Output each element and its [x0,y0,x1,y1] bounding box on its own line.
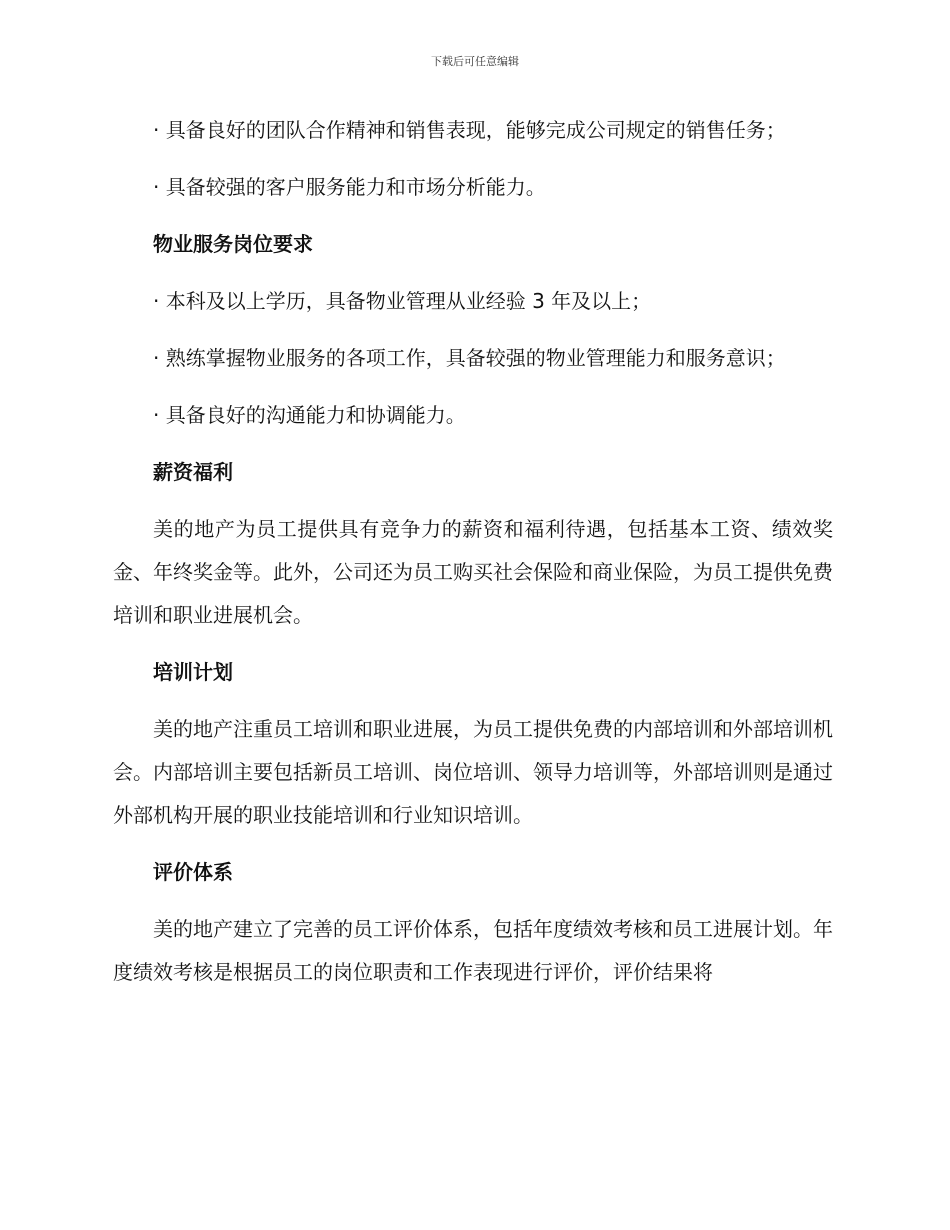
heading-salary-benefits: 薪资福利 [153,460,233,484]
bullet-sales-service: · 具备较强的客户服务能力和市场分析能力。 [153,175,546,199]
bullet-property-skills: · 熟练掌握物业服务的各项工作，具备较强的物业管理能力和服务意识； [153,346,786,370]
paragraph-training-plan: 美的地产注重员工培训和职业进展，为员工提供免费的内部培训和外部培训机会。内部培训主要包括新员工培训、岗位培训、领导力培训等，外部培训则是通过外部机构开展的职业技能培训和行业知识培训。 [113,717,833,827]
heading-property-requirements: 物业服务岗位要求 [153,232,313,256]
heading-training-plan: 培训计划 [153,660,233,684]
bullet-property-communication: · 具备良好的沟通能力和协调能力。 [153,403,466,427]
bullet-property-education: · 本科及以上学历，具备物业管理从业经验 3 年及以上； [153,289,652,313]
paragraph-salary-benefits: 美的地产为员工提供具有竞争力的薪资和福利待遇，包括基本工资、绩效奖金、年终奖金等。此外，公司还为员工购买社会保险和商业保险，为员工提供免费培训和职业进展机会。 [113,517,833,627]
bullet-sales-teamwork: · 具备良好的团队合作精神和销售表现，能够完成公司规定的销售任务； [153,118,786,142]
document-body [113,109,833,1008]
heading-evaluation-system: 评价体系 [153,860,233,884]
paragraph-evaluation-system: 美的地产建立了完善的员工评价体系，包括年度绩效考核和员工进展计划。年度绩效考核是根据员工的岗位职责和工作表现进行评价，评价结果将 [113,917,833,984]
page-header: 下载后可任意编辑 [431,55,519,68]
